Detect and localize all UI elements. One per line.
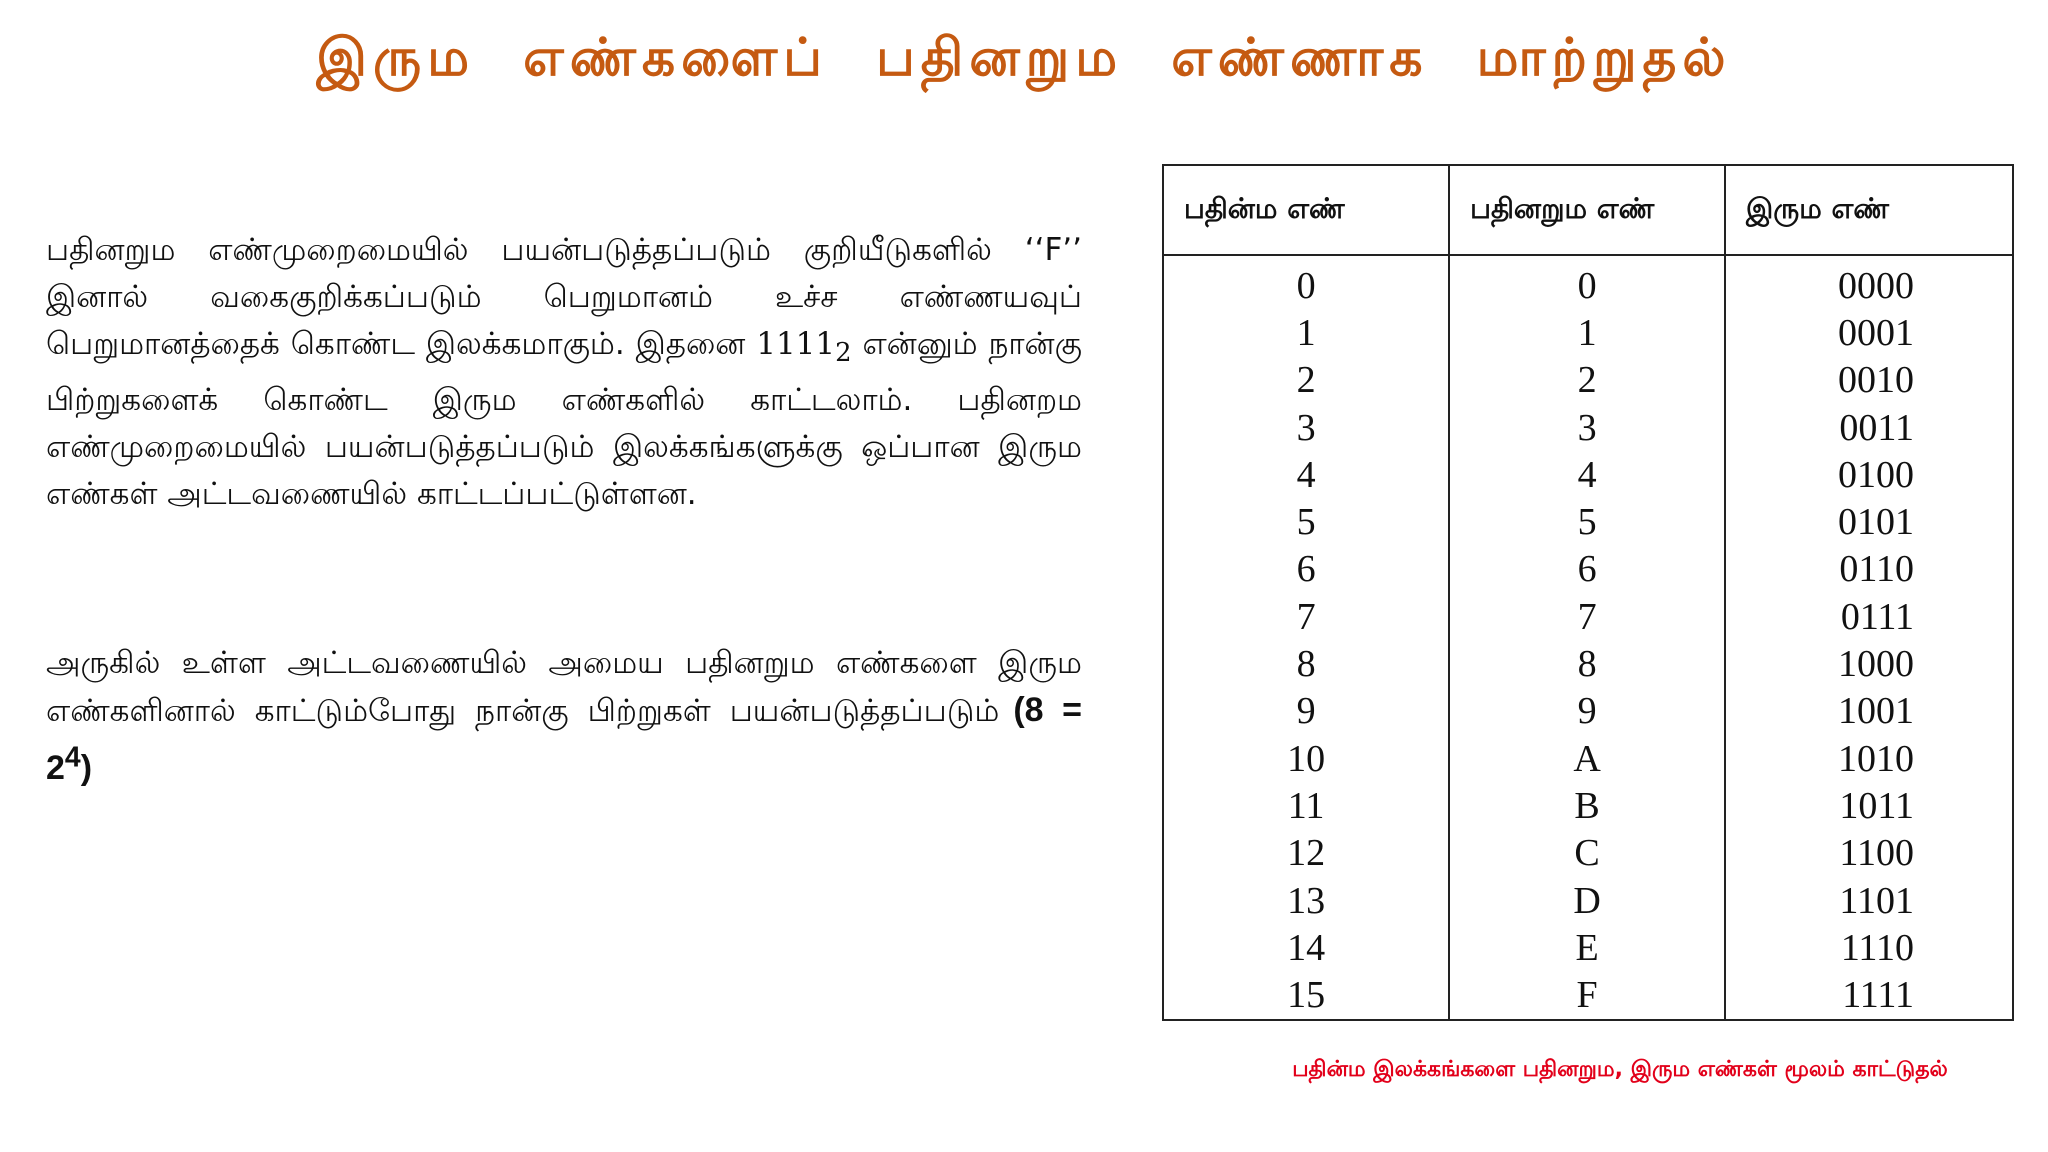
binary-cell: 0000 <box>1725 255 2013 309</box>
intro-text-after: என்னும் நான்கு பிற்றுகளைக் கொண்ட இரும எண்களில் காட்டலாம். பதினறம எண்முறைமையில் பயன்படுத்தப்படும் இலக்கங்களுக்கு ஒப்பான இரும எண்கள் அட்டவணையில் காட்டப்பட்டுள்ளன. <box>46 326 1082 513</box>
binary-cell: 1000 <box>1725 640 2013 687</box>
binary-cell: 0110 <box>1725 546 2013 593</box>
explanation-paragraph <box>46 640 1082 793</box>
binary-cell: 1100 <box>1725 830 2013 877</box>
table-row <box>1163 782 2013 829</box>
table-row <box>1163 971 2013 1019</box>
table-row <box>1163 309 2013 356</box>
hex-cell: 1 <box>1449 309 1725 356</box>
binary-cell: 1001 <box>1725 688 2013 735</box>
table-row <box>1163 830 2013 877</box>
hex-cell: 3 <box>1449 404 1725 451</box>
binary-number <box>756 326 852 369</box>
decimal-cell: 10 <box>1163 735 1449 782</box>
table-caption: பதின்ம இலக்கங்களை பதினறும, இரும எண்கள் மூலம் காட்டுதல் <box>1292 1057 1948 1082</box>
hex-cell: 8 <box>1449 640 1725 687</box>
hex-cell: 7 <box>1449 593 1725 640</box>
hex-cell: E <box>1449 924 1725 971</box>
hex-cell: D <box>1449 877 1725 924</box>
decimal-cell: 14 <box>1163 924 1449 971</box>
binary-cell: 0100 <box>1725 451 2013 498</box>
conversion-table <box>1162 164 2014 1021</box>
table-row <box>1163 546 2013 593</box>
table-row <box>1163 924 2013 971</box>
hex-cell: A <box>1449 735 1725 782</box>
explanation-text: அருகில் உள்ள அட்டவணையில் அமைய பதினறும எண்களை இரும எண்களினால் காட்டும்போது நான்கு பிற்றுகள் பயன்படுத்தப்படும் <box>46 645 1082 729</box>
table-row <box>1163 498 2013 545</box>
decimal-cell: 0 <box>1163 255 1449 309</box>
table-row <box>1163 404 2013 451</box>
binary-cell: 0111 <box>1725 593 2013 640</box>
binary-cell: 0101 <box>1725 498 2013 545</box>
header-hexadecimal: பதினறும எண் <box>1449 165 1725 255</box>
formula-exponent: 4 <box>64 742 81 774</box>
decimal-cell: 6 <box>1163 546 1449 593</box>
hex-cell: C <box>1449 830 1725 877</box>
decimal-cell: 3 <box>1163 404 1449 451</box>
table-row <box>1163 735 2013 782</box>
decimal-cell: 9 <box>1163 688 1449 735</box>
hex-cell: B <box>1449 782 1725 829</box>
table-row <box>1163 877 2013 924</box>
table-row <box>1163 688 2013 735</box>
binary-cell: 1101 <box>1725 877 2013 924</box>
hex-cell: 2 <box>1449 357 1725 404</box>
hex-cell: 9 <box>1449 688 1725 735</box>
binary-cell: 1010 <box>1725 735 2013 782</box>
decimal-cell: 15 <box>1163 971 1449 1019</box>
binary-cell: 1110 <box>1725 924 2013 971</box>
decimal-cell: 11 <box>1163 782 1449 829</box>
binary-cell: 1011 <box>1725 782 2013 829</box>
formula-prefix: (8 = 2 <box>46 691 1082 788</box>
binary-number-digits: 1111 <box>756 326 836 362</box>
slide-title: இரும எண்களைப் பதினறும எண்ணாக மாற்றுதல் <box>316 28 1732 88</box>
hex-cell: 0 <box>1449 255 1725 309</box>
table-row <box>1163 451 2013 498</box>
binary-cell: 0011 <box>1725 404 2013 451</box>
decimal-cell: 8 <box>1163 640 1449 687</box>
binary-cell: 0001 <box>1725 309 2013 356</box>
header-decimal: பதின்ம எண் <box>1163 165 1449 255</box>
table-header-row <box>1163 165 2013 255</box>
decimal-cell: 5 <box>1163 498 1449 545</box>
decimal-cell: 12 <box>1163 830 1449 877</box>
table-row <box>1163 640 2013 687</box>
decimal-cell: 4 <box>1163 451 1449 498</box>
decimal-cell: 7 <box>1163 593 1449 640</box>
header-binary: இரும எண் <box>1725 165 2013 255</box>
hex-cell: 5 <box>1449 498 1725 545</box>
table-row <box>1163 593 2013 640</box>
formula-suffix: ) <box>80 749 93 788</box>
hex-cell: F <box>1449 971 1725 1019</box>
binary-cell: 1111 <box>1725 971 2013 1019</box>
intro-paragraph <box>46 227 1082 518</box>
decimal-cell: 13 <box>1163 877 1449 924</box>
table-row <box>1163 255 2013 309</box>
intro-text-before: பதினறும எண்முறைமையில் பயன்படுத்தப்படும் குறியீடுகளில் ‘‘F’’ இனால் வகைகுறிக்கப்படும் பெறுமானம் உச்ச எண்ணயவுப் பெறுமானத்தைக் கொண்ட இலக்கமாகும். இதனை <box>46 232 1082 362</box>
table-row <box>1163 357 2013 404</box>
decimal-cell: 2 <box>1163 357 1449 404</box>
binary-number-base: 2 <box>835 338 852 369</box>
hex-cell: 4 <box>1449 451 1725 498</box>
hex-cell: 6 <box>1449 546 1725 593</box>
decimal-cell: 1 <box>1163 309 1449 356</box>
binary-cell: 0010 <box>1725 357 2013 404</box>
